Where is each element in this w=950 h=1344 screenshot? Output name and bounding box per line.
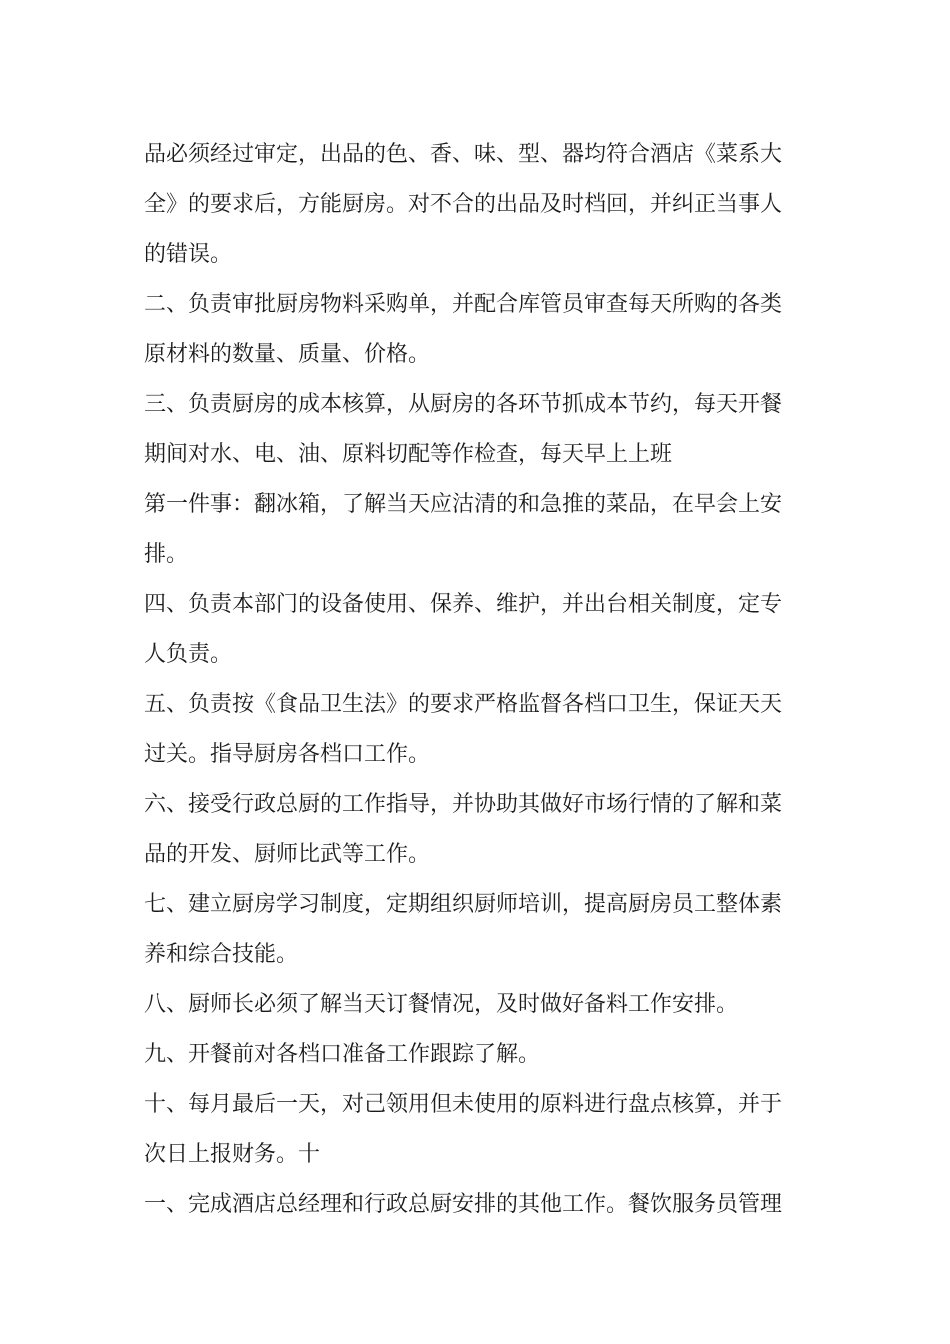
document-body: [144, 130, 814, 1230]
text-line: 品必须经过审定，出品的色、香、味、型、器均符合酒店《菜系大: [144, 142, 783, 167]
text-line: 十、每月最后一天，对己领用但未使用的原料进行盘点核算，并于: [144, 1092, 783, 1117]
text-line: 五、负责按《食品卫生法》的要求严格监督各档口卫生，保证天天: [144, 692, 783, 717]
text-line: 人负责。: [144, 642, 233, 667]
text-line: 全》的要求后，方能厨房。对不合的出品及时档回，并纠正当事人: [144, 192, 783, 217]
text-line: 的错误。: [144, 242, 233, 267]
text-line: 养和综合技能。: [144, 942, 299, 967]
text-line: 品的开发、厨师比武等工作。: [144, 842, 431, 867]
text-line: 第一件事：翻冰箱，了解当天应沽清的和急推的菜品，在早会上安: [144, 492, 783, 517]
text-line: 三、负责厨房的成本核算，从厨房的各环节抓成本节约，每天开餐: [144, 392, 783, 417]
text-line: 六、接受行政总厨的工作指导，并协助其做好市场行情的了解和菜: [144, 792, 783, 817]
text-line: 期间对水、电、油、原料切配等作检查，每天早上上班: [144, 442, 673, 467]
text-line: 八、厨师长必须了解当天订餐情况，及时做好备料工作安排。: [144, 992, 739, 1017]
text-line: 原材料的数量、质量、价格。: [144, 342, 431, 367]
text-line: 过关。指导厨房各档口工作。: [144, 742, 431, 767]
text-line: 次日上报财务。十: [144, 1142, 321, 1167]
text-line: 排。: [144, 542, 189, 567]
text-line: 七、建立厨房学习制度，定期组织厨师培训，提高厨房员工整体素: [144, 892, 783, 917]
text-line: 一、完成酒店总经理和行政总厨安排的其他工作。餐饮服务员管理: [144, 1192, 783, 1217]
text-line: 二、负责审批厨房物料采购单，并配合库管员审查每天所购的各类: [144, 292, 783, 317]
text-line: 四、负责本部门的设备使用、保养、维护，并出台相关制度，定专: [144, 592, 783, 617]
text-line: 九、开餐前对各档口准备工作跟踪了解。: [144, 1042, 541, 1067]
